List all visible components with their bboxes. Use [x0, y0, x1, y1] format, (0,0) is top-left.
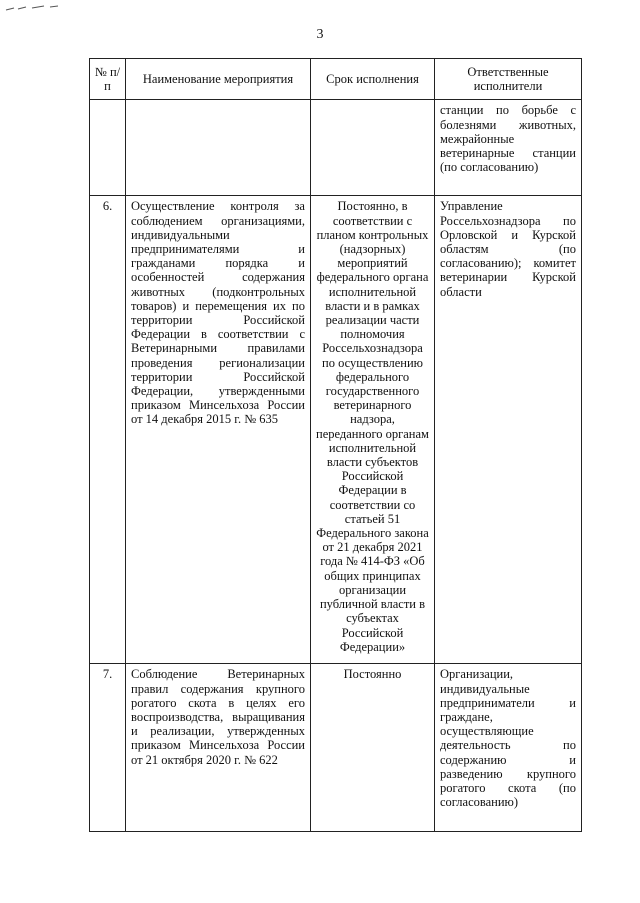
table-row	[90, 100, 582, 196]
row-deadline: Постоянно, в соответствии с планом контрольных (надзорных) мероприятий федерального органа исполнительной власти и в рамках реализации части полномочия Россельхознадзора по осуществлению федерального государственного ветеринарного надзора, переданного органам исполнительной власти субъектов Российской Федерации в соответствии со статьей 51 Федерального закона от 21 декабря 2021 года № 414-ФЗ «Об общих принципах организации публичной власти в субъектах Российской Федерации»	[311, 196, 435, 664]
row-responsible: Организации, индивидуальные предприниматели и граждане, осуществляющие деятельность по содержанию и разведению крупного рогатого скота (по согласованию)	[435, 664, 582, 832]
table-row	[90, 664, 582, 832]
row-responsible: Управление Россельхознадзора по Орловской и Курской областям (по согласованию); комитет ветеринарии Курской области	[435, 196, 582, 664]
page-number: 3	[316, 27, 324, 42]
row-responsible: станции по борьбе с болезнями животных, межрайонные ветеринарные станции (по согласованию)	[435, 100, 582, 196]
measures-table	[89, 58, 582, 832]
header-activity-name: Наименование мероприятия	[126, 59, 311, 100]
header-responsible: Ответственные исполнители	[435, 59, 582, 100]
row-number	[90, 100, 126, 196]
row-activity-name: Соблюдение Ветеринарных правил содержания крупного рогатого скота в целях его воспроизводства, выращивания и реализации, утвержденных приказом Минсельхоза России от 21 октября 2020 г. № 622	[126, 664, 311, 832]
row-activity-name: Осуществление контроля за соблюдением организациями, индивидуальными предпринимателями и гражданами порядка и особенностей содержания животных (подконтрольных товаров) и перемещения их по территории Российской Федерации в соответствии с Ветеринарными правилами проведения регионализации территории Российской Федерации, утвержденными приказом Минсельхоза России от 14 декабря 2015 г. № 635	[126, 196, 311, 664]
row-number: 7.	[90, 664, 126, 832]
table-row	[90, 196, 582, 664]
header-number: № п/п	[90, 59, 126, 100]
row-deadline: Постоянно	[311, 664, 435, 832]
row-number: 6.	[90, 196, 126, 664]
row-activity-name	[126, 100, 311, 196]
scan-artifact-mark	[4, 4, 60, 12]
header-deadline: Срок исполнения	[311, 59, 435, 100]
row-deadline	[311, 100, 435, 196]
table-header-row	[90, 59, 582, 100]
